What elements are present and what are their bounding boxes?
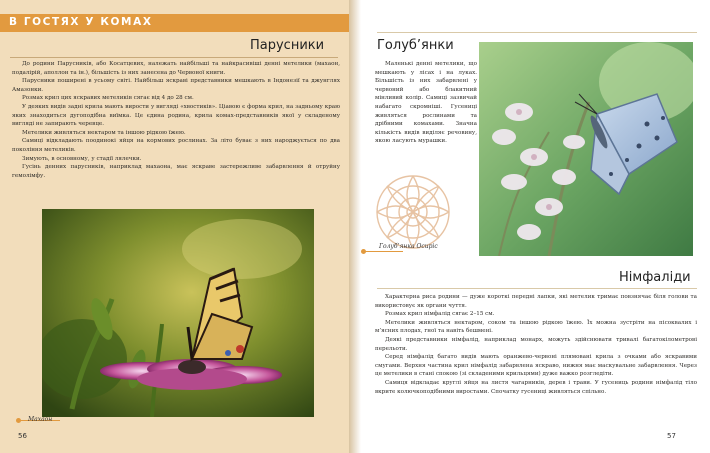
paragraph: Розмах крил німфалід сягає 2–15 см. — [385, 311, 495, 318]
rosette-caption: Голуб’янка Осиріс — [379, 243, 438, 250]
section-title-nimfalidy: Німфаліди — [619, 270, 691, 285]
left-body-text — [12, 60, 340, 180]
paragraph: Самиця відкладає круглі яйця на листя чагарників, дерев і трави. У гусениць родини німфалід тіло вкрите колючкоподібними виростами. Спочатку гусениці живляться спільно. — [375, 379, 697, 395]
paragraph: Деякі представники німфалід, наприклад монарх, можуть здійснювати тривалі багатокілометрові перельоти. — [375, 336, 697, 352]
paragraph: Зимують, в основному, у стадії лялечки. — [22, 155, 142, 162]
paragraph: Маленькі денні метелики, що мешкають у лісах і на луках. Більшість із них забарвлені у червоний або блакитний мінливий колір. Самиці зазвичай набагато скромніші. Гусениці живляться рослинами та дрібними комахами. Значна кількість видів виділяє речовину, якою ласують мурашки. — [375, 61, 477, 145]
chapter-header: В ГОСТЯХ У КОМАХ — [9, 16, 153, 28]
right-page — [361, 0, 710, 453]
page-number-right: 57 — [667, 432, 676, 440]
blue-butterfly-photo — [479, 42, 693, 256]
paragraph: Характерна риса родини — дуже короткі передні лапки, які метелик тримає повзнячає біля голови та використовує як органи чуття. — [375, 294, 697, 309]
paragraph: Серед німфалід багато видів мають оранжево-червоні плямовані крила з очками або яскравими смугами. Верхня частина крил німфалід забарвлена яскраво, нижня має маскувальне забарвлення. Через це метелики в стані спокою (зі складеними крильцями) дуже важко розгледіти. — [375, 354, 697, 378]
left-page — [0, 0, 349, 453]
paragraph: Розмах крил цих яскравих метеликів сягає від 4 до 28 см. — [22, 95, 194, 102]
paragraph: До родини Парусників, або Косатцевих, належать найбільші та найкрасивіші денні метелики (махаон, подалірій, аполлон та ін.), більшість із них занесена до Червоної книги. — [12, 61, 340, 76]
section-title-parusnyky: Парусники — [250, 38, 325, 53]
book-gutter — [349, 0, 361, 453]
page-number-left: 56 — [18, 432, 27, 440]
title-divider — [377, 288, 697, 289]
photo-caption-makhaon: Махаон — [28, 416, 53, 423]
section-title-holubianky: Голуб’янки — [377, 38, 454, 53]
title-divider — [10, 57, 338, 58]
paragraph: Гусінь денних парусників, наприклад махаона, має яскраве застережливе забарвлення й отруйну гемолімфу. — [12, 164, 340, 179]
paragraph: Парусники поширені в усьому світі. Найбільш яскраві представники мешкають в Індонезії та джунглях Амазонки. — [12, 78, 340, 93]
caption-leader-line — [365, 251, 403, 252]
swallowtail-photo — [42, 209, 314, 417]
top-divider — [377, 32, 697, 33]
paragraph: У деяких видів задні крила мають вирости у вигляді «хвостиків». Ціавою є форма крил, на задньому краю яких знаходиться дугоподібна виїмка. Це єдина родина, крила комах-представників якої у складеному вигляді не запирають черевце. — [12, 103, 340, 128]
holubianky-body-text — [375, 60, 477, 146]
paragraph: Метелики живляться нектаром, соком та іншою рідкою їжею. Їх можна зустріти на пісоквалих і м’ясних плодах, гної та навіть бешмені. — [375, 319, 697, 335]
paragraph: Самиці відкладають поодинокі яйця на кормових рослинах. За літо буває з них народжується по два покоління метеликів. — [12, 138, 340, 153]
paragraph: Метелики живляться нектаром та іншою рідкою їжею. — [22, 129, 186, 136]
nimfalidy-body-text — [375, 293, 697, 396]
decorative-rosette-icon — [371, 170, 455, 254]
